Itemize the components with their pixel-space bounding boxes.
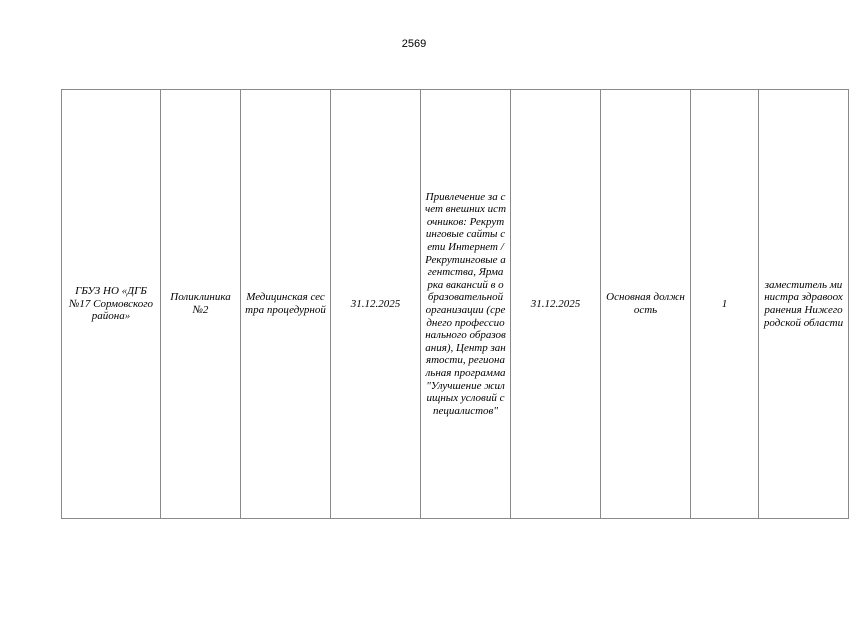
recruitment-methods-cell [421, 90, 511, 519]
organization-text: ГБУЗ НО «ДГБ №17 Сормовского района» [68, 285, 154, 323]
date-cell-1 [331, 90, 421, 519]
date-text-2: 31.12.2025 [530, 297, 581, 310]
page-number: 2569 [401, 38, 427, 50]
unit-cell [161, 90, 241, 519]
position-text: Медицинская сестра процедурной [245, 291, 326, 316]
recruitment-methods-text: Привлечение за счет внешних источников: Рекрутинговые сайты сети Интернет / Рекрутинговые агентства, Ярмарка вакансий в образовательной организации (среднего профессионального образования), Центр занятости, региональная программа "Улучшение жилищных условий специалистов" [425, 190, 507, 417]
count-cell [691, 90, 759, 519]
date-text-1: 31.12.2025 [350, 297, 401, 310]
responsible-cell [759, 90, 849, 519]
date-cell-2 [511, 90, 601, 519]
organization-cell [62, 90, 161, 519]
employment-type-text: Основная должность [606, 291, 685, 316]
table-row [62, 90, 849, 519]
responsible-text: заместитель министра здравоохранения Нижегородской области [763, 278, 844, 329]
position-cell [241, 90, 331, 519]
employment-type-cell [601, 90, 691, 519]
count-text: 1 [721, 297, 728, 310]
staffing-table [61, 89, 849, 519]
unit-text: Поликлиника №2 [170, 291, 231, 316]
